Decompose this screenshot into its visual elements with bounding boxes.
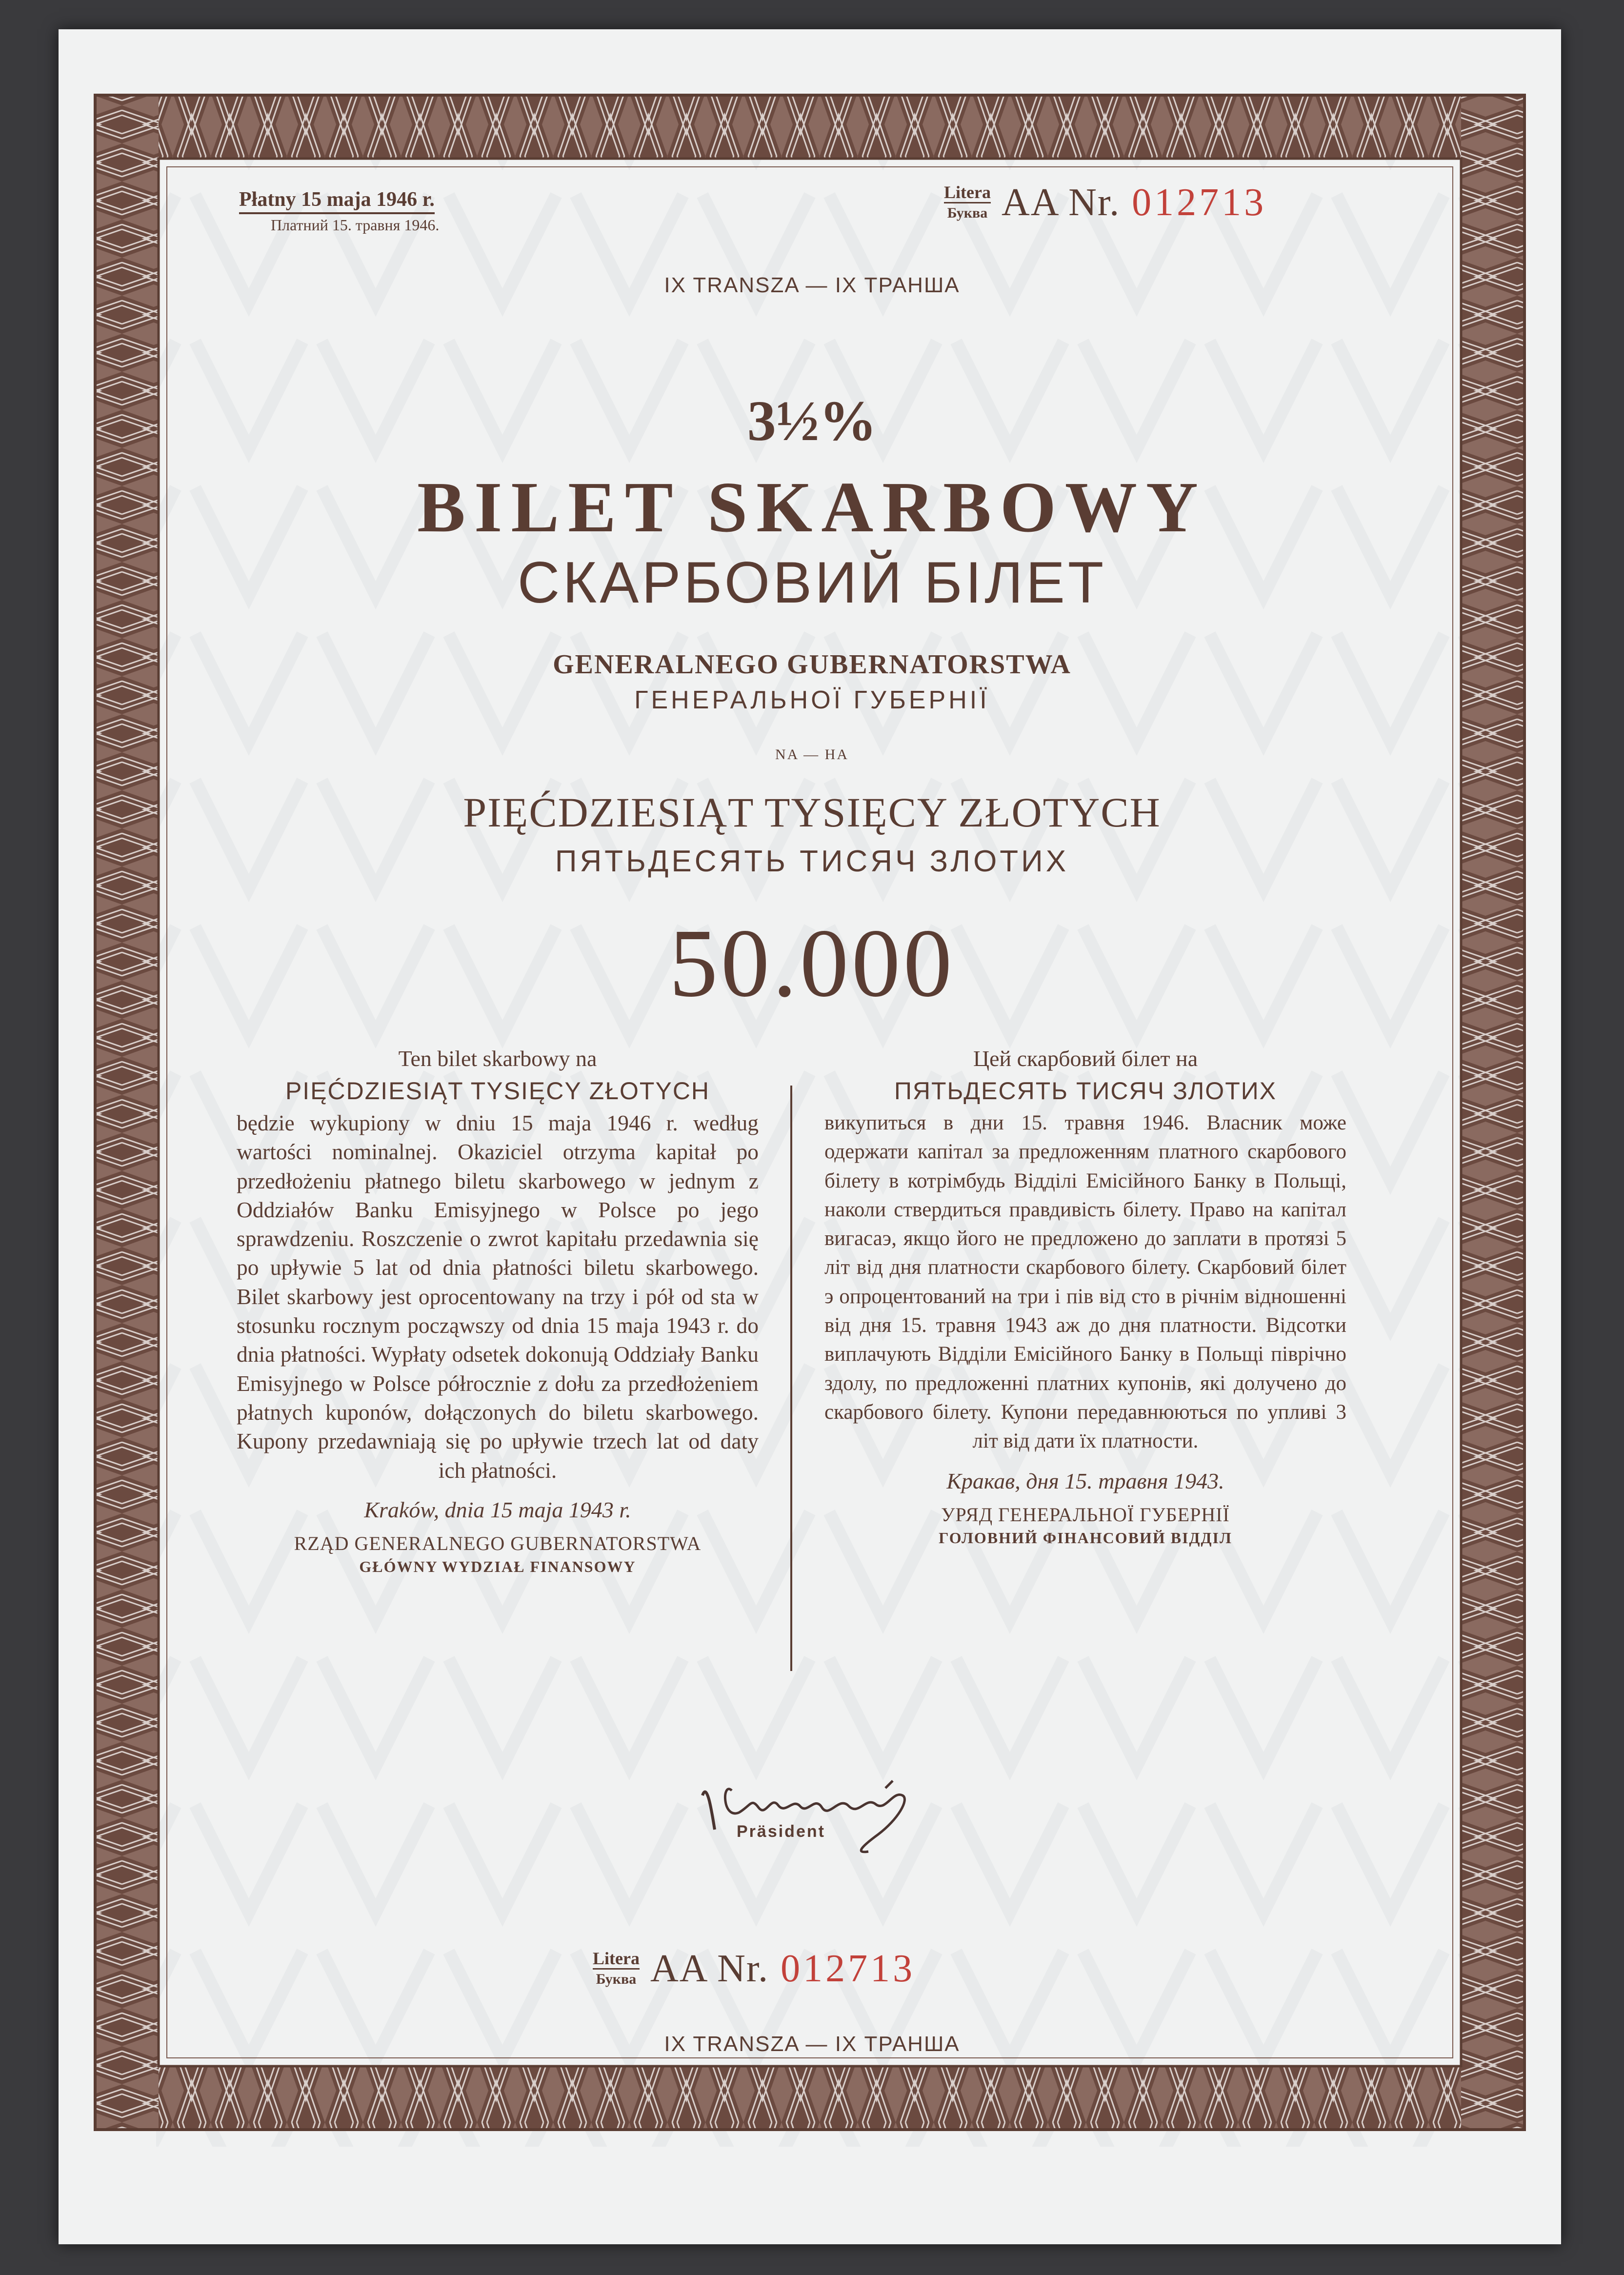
serial-top <box>944 181 1266 225</box>
col-pl-place-date: Kraków, dnia 15 maja 1943 r. <box>364 1497 631 1522</box>
col-ua-department: ГОЛОВНИЙ ФІНАНСОВИЙ ВІДДІЛ <box>939 1529 1232 1547</box>
issuer-ua: ГЕНЕРАЛЬНОЇ ГУБЕРНІЇ <box>634 686 990 714</box>
column-ua <box>824 1044 1346 1548</box>
serial-number: 012713 <box>1132 181 1267 224</box>
serial-bottom <box>593 1947 915 1991</box>
series-label: AA Nr. <box>1001 181 1121 224</box>
title-pl: BILET SKARBOWY <box>417 467 1207 547</box>
payable-date-ua: Платний 15. травня 1946. <box>271 216 440 234</box>
litera-ua-bottom: Буква <box>596 1971 637 1987</box>
tranche-top: IX TRANSZA — IX ТРАНША <box>664 273 960 297</box>
col-ua-amount: ПЯТЬДЕСЯТЬ ТИСЯЧ ЗЛОТИХ <box>894 1077 1277 1105</box>
col-pl-body: będzie wykupiony w dniu 15 maja 1946 r. według wartości nominalnej. Okaziciel otrzyma kapitał po przedłożeniu płatnego biletu skarbowego w jednym z Oddziałów Banku Emisyjnego w Polsce po jego sprawdzeniu. Roszczenie o zwrot kapitału przedawnia się po upływie 5 lat od dnia płatności biletu skarbowego. Bilet skarbowy jest oprocentowany na trzy i pół od sta w stosunku rocznym począwszy od dnia 15 maja 1943 r. do dnia płatności. Wypłaty odsetek dokonują Oddziały Banku Emisyjnego w Polsce półrocznie z dołu za przedłożeniem płatnych kuponów, dołączonych do biletu skarbowego. Kupony przedawniają się po upływie trzech lat od daty ich płatności. <box>237 1110 759 1483</box>
signature <box>693 1761 937 1864</box>
signature-label: Präsident <box>737 1822 825 1841</box>
title-ua: СКАРБОВИЙ БІЛЕТ <box>517 550 1107 615</box>
na-ha: NA — HA <box>775 746 849 763</box>
col-ua-intro: Цей скарбовий білет на <box>973 1046 1198 1071</box>
litera-pl: Litera <box>944 182 991 203</box>
series-label-bottom: AA Nr. <box>650 1947 769 1990</box>
payable-date-pl: Płatny 15 maja 1946 r. <box>239 188 435 214</box>
col-ua-body: викупиться в дни 15. травня 1946. Власник може одержати капітал за предложенням платного скарбового білету в котрімбудь Відділі Емісійного Банку в Польщі, наколи ствердиться правдивість білету. Право на капітал вигасаэ, якщо його не предложено до заплати в протязі 5 літ від дня платности скарбового білету. Скарбовий білет э опроцентований на три і пів від сто в річнім відношенні від дня 15. травня 1943 аж до дня платности. Відсотки виплачують Відділи Емісійного Банку в Польщі піврічно здолу, по предложенні платних купонів, які долучено до скарбового білету. Купони передавнюються по упливі 3 літ від дати їх платности. <box>824 1111 1346 1453</box>
col-pl-government: RZĄD GENERALNEGO GUBERNATORSTWA <box>294 1532 702 1554</box>
interest-rate: 3½% <box>747 389 877 453</box>
amount-number: 50.000 <box>669 909 955 1017</box>
litera-ua: Буква <box>947 205 988 221</box>
column-divider <box>790 1086 792 1671</box>
litera-pl-bottom: Litera <box>593 1949 640 1970</box>
col-ua-government: УРЯД ГЕНЕРАЛЬНОЇ ГУБЕРНІЇ <box>941 1503 1230 1526</box>
col-ua-place-date: Кракав, дня 15. травня 1943. <box>946 1468 1224 1493</box>
col-pl-amount: PIĘĆDZIESIĄT TYSIĘCY ZŁOTYCH <box>285 1077 710 1105</box>
litera-label <box>944 182 991 223</box>
amount-words-pl: PIĘĆDZIESIĄT TYSIĘCY ZŁOTYCH <box>463 789 1161 836</box>
serial-number-bottom: 012713 <box>781 1947 916 1990</box>
column-pl <box>237 1044 759 1576</box>
tranche-bottom: IX TRANSZA — IX ТРАНША <box>664 2032 960 2056</box>
col-pl-department: GŁÓWNY WYDZIAŁ FINANSOWY <box>359 1557 636 1575</box>
series-text-bottom <box>650 1947 915 1991</box>
amount-words-ua: ПЯТЬДЕСЯТЬ ТИСЯЧ ЗЛОТИХ <box>555 845 1069 878</box>
litera-label-bottom <box>593 1949 640 1989</box>
col-pl-intro: Ten bilet skarbowy na <box>398 1046 597 1071</box>
issuer-pl: GENERALNEGO GUBERNATORSTWA <box>553 649 1071 680</box>
series-text <box>1002 181 1266 225</box>
